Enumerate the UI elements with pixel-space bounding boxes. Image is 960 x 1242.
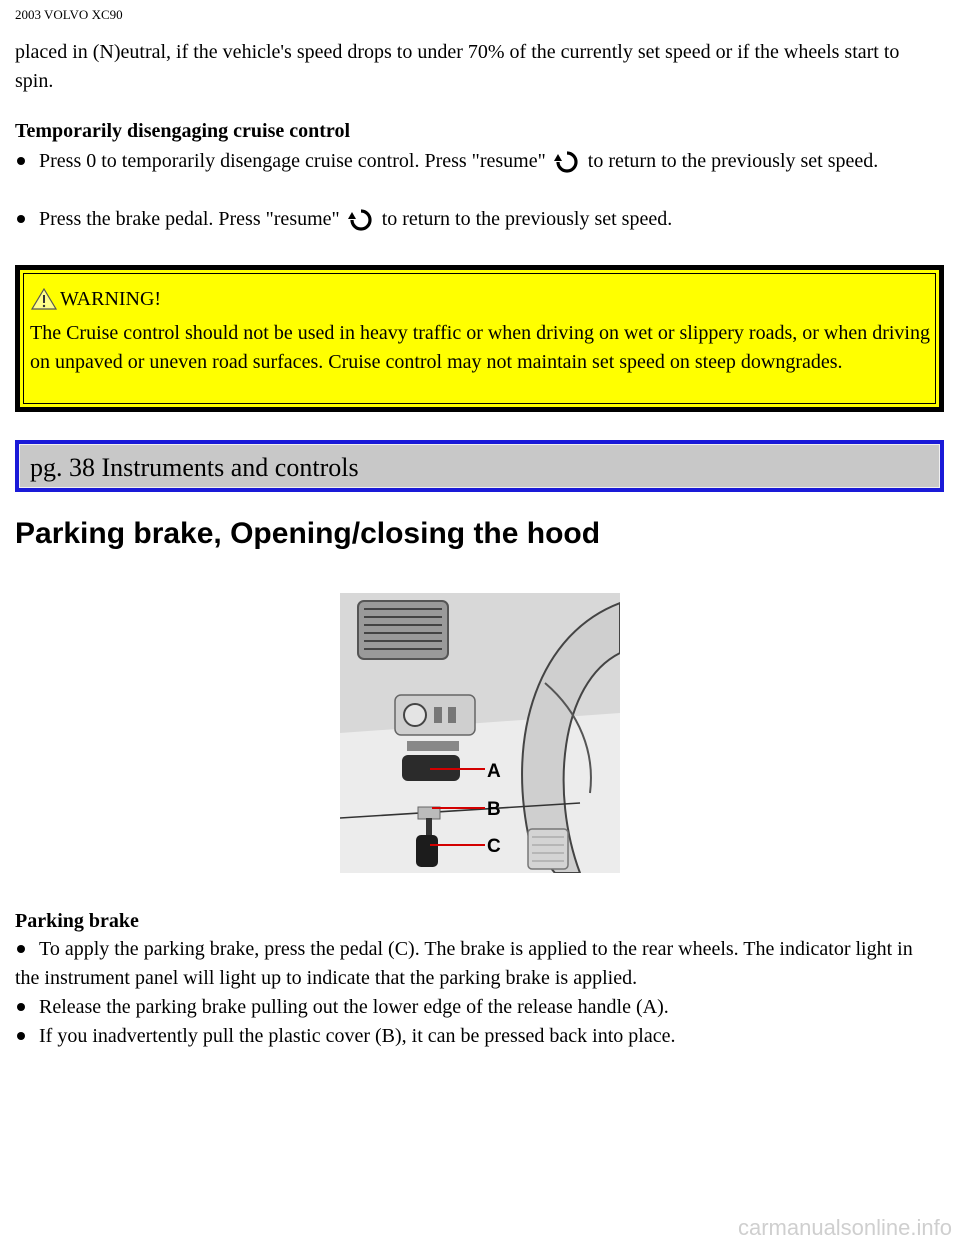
list-item-text: Press the brake pedal. Press "resume" bbox=[39, 208, 340, 230]
list-item-text: Press 0 to temporarily disengage cruise control. Press "resume" bbox=[39, 150, 546, 172]
list-item bbox=[15, 993, 940, 1022]
cruise-subheading: Temporarily disengaging cruise control bbox=[15, 120, 350, 142]
list-item-text: to return to the previously set speed. bbox=[587, 150, 879, 172]
bullet-icon bbox=[17, 157, 25, 165]
svg-text:B: B bbox=[487, 799, 501, 820]
warning-triangle-icon bbox=[30, 287, 58, 311]
warning-box bbox=[15, 265, 944, 412]
resume-icon bbox=[552, 149, 582, 175]
list-item-text: Release the parking brake pulling out the lower edge of the release handle (A). bbox=[39, 996, 669, 1018]
warning-text: The Cruise control should not be used in heavy traffic or when driving on wet or slippery roads, or when driving on unpaved or uneven road surfaces. Cruise control may not maintain set speed on steep downgrades. bbox=[30, 322, 930, 373]
bullet-icon bbox=[17, 945, 25, 953]
svg-text:C: C bbox=[487, 836, 501, 857]
warning-title: WARNING! bbox=[60, 288, 162, 310]
section-label: pg. 38 Instruments and controls bbox=[30, 453, 359, 482]
list-item bbox=[15, 205, 940, 234]
bullet-icon bbox=[17, 1032, 25, 1040]
bullet-icon bbox=[17, 1003, 25, 1011]
list-item bbox=[15, 935, 940, 993]
list-item bbox=[15, 147, 940, 176]
page-title: Parking brake, Opening/closing the hood bbox=[15, 517, 601, 550]
parking-subheading: Parking brake bbox=[15, 910, 139, 932]
intro-paragraph: placed in (N)eutral, if the vehicle's speed drops to under 70% of the currently set speed or if the wheels start to spin. bbox=[15, 41, 900, 92]
document-header: 2003 VOLVO XC90 bbox=[15, 7, 123, 22]
list-item bbox=[15, 1022, 940, 1051]
list-item-text: If you inadvertently pull the plastic cover (B), it can be pressed back into place. bbox=[39, 1025, 676, 1047]
bullet-icon bbox=[17, 215, 25, 223]
parking-brake-illustration bbox=[340, 593, 620, 873]
list-item-text: To apply the parking brake, press the pedal (C). The brake is applied to the rear wheels. The indicator light in the instrument panel will light up to indicate that the parking brake is applied. bbox=[15, 938, 913, 989]
list-item-text: to return to the previously set speed. bbox=[381, 208, 673, 230]
svg-text:A: A bbox=[487, 761, 501, 782]
resume-icon bbox=[346, 207, 376, 233]
section-banner bbox=[15, 440, 944, 492]
watermark: carmanualsonline.info bbox=[737, 1215, 952, 1240]
